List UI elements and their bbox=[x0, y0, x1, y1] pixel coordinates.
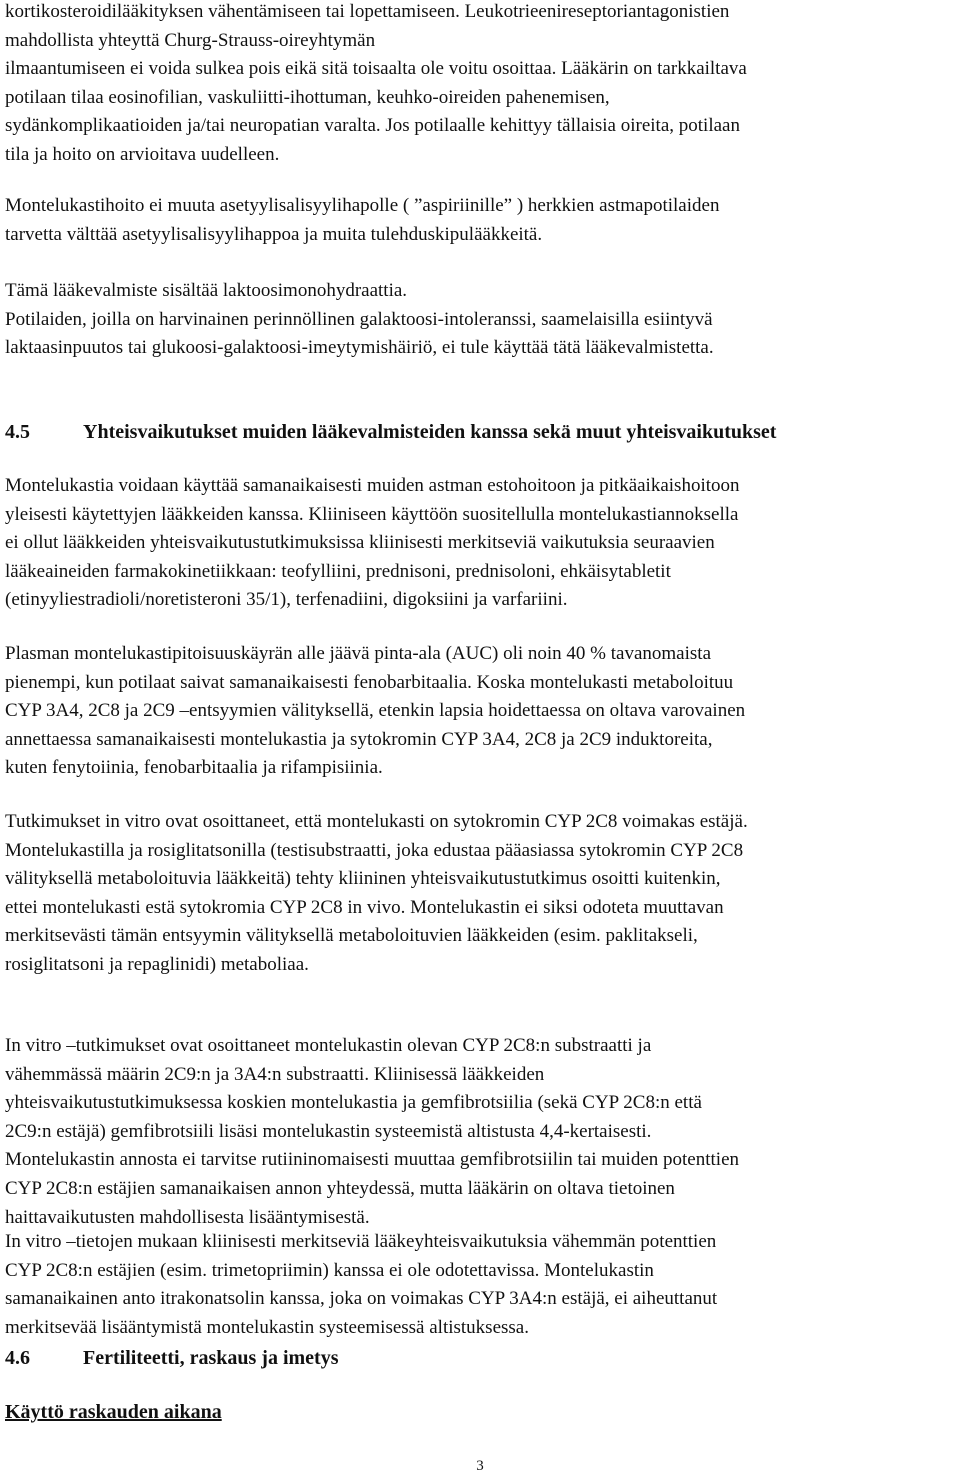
paragraph-aspirin bbox=[5, 192, 955, 249]
page-number: 3 bbox=[476, 1458, 484, 1474]
text-line: potilaan tilaa eosinofilian, vaskuliitti-ihottuman, keuhko-oireiden pahenemisen, bbox=[5, 86, 610, 108]
text-line: ilmaantumiseen ei voida sulkea pois eikä sitä toisaalta ole voitu osoittaa. Lääkärin on tarkkailtava bbox=[5, 58, 747, 80]
text-line: CYP 2C8:n estäjien (esim. trimetopriimin) kanssa ei ole odotettavissa. Montelukastin bbox=[5, 1259, 654, 1281]
text-line: 2C9:n estäjä) gemfibrotsiili lisäsi montelukastin systeemistä altistusta 4,4-kertaisesti. bbox=[5, 1120, 652, 1142]
section-title: Yhteisvaikutukset muiden lääkevalmisteiden kanssa sekä muut yhteisvaikutukset bbox=[83, 421, 777, 443]
text-line: CYP 2C8:n estäjien samanaikaisen annon yhteydessä, mutta lääkärin on oltava tietoinen bbox=[5, 1177, 675, 1199]
paragraph-concomitant-use bbox=[5, 472, 955, 615]
text-line: yleisesti käytettyjen lääkkeiden kanssa. Kliiniseen käyttöön suositellulla montelukastiannoksella bbox=[5, 503, 739, 525]
text-line: tila ja hoito on arvioitava uudelleen. bbox=[5, 143, 280, 165]
paragraph-itraconazole bbox=[5, 1228, 955, 1342]
paragraph-churg-strauss bbox=[5, 0, 955, 170]
text-line: samanaikainen anto itrakonatsolin kanssa, joka on voimakas CYP 3A4:n estäjä, ei aiheuttanut bbox=[5, 1288, 718, 1310]
paragraph-auc bbox=[5, 640, 955, 783]
section-number: 4.6 bbox=[5, 1347, 30, 1369]
subheading-pregnancy: Käyttö raskauden aikana bbox=[5, 1401, 222, 1423]
text-line: Montelukastihoito ei muuta asetyylisalisyylihapolle ( ”aspiriinille” ) herkkien astmapotilaiden bbox=[5, 195, 720, 216]
text-line: yhteisvaikutustutkimuksessa koskien montelukastia ja gemfibrotsiilia (sekä CYP 2C8:n että bbox=[5, 1092, 702, 1114]
text-line: Potilaiden, joilla on harvinainen perinnöllinen galaktoosi-intoleranssi, saamelaisilla esiintyvä bbox=[5, 308, 713, 330]
text-line: Montelukastin annosta ei tarvitse rutiininomaisesti muuttaa gemfibrotsiilin tai muiden potenttien bbox=[5, 1149, 740, 1171]
section-number: 4.5 bbox=[5, 421, 30, 443]
text-line: (etinyyliestradioli/noretisteroni 35/1), terfenadiini, digoksiini ja varfariini. bbox=[5, 589, 568, 611]
text-line: mahdollista yhteyttä Churg-Strauss-oireyhtymän bbox=[5, 29, 376, 51]
text-line: pienempi, kun potilaat saivat samanaikaisesti fenobarbitaalia. Koska montelukasti metaboloituu bbox=[5, 671, 734, 693]
text-line: kortikosteroidilääkityksen vähentämiseen tai lopettamiseen. Leukotrieenireseptoriantagonistien bbox=[5, 1, 730, 22]
text-line: Plasman montelukastipitoisuuskäyrän alle jäävä pinta-ala (AUC) oli noin 40 % tavanomaista bbox=[5, 643, 711, 664]
text-line: In vitro –tietojen mukaan kliinisesti merkitseviä lääkeyhteisvaikutuksia vähemmän potenttien bbox=[5, 1231, 717, 1252]
text-line: annettaessa samanaikaisesti montelukastia ja sytokromin CYP 3A4, 2C8 ja 2C9 induktoreita, bbox=[5, 728, 713, 750]
section-heading-4-6 bbox=[5, 1344, 338, 1372]
text-line: merkitsevää lisääntymistä montelukastin systeemisessä altistuksessa. bbox=[5, 1316, 529, 1338]
text-line: vähemmässä määrin 2C9:n ja 3A4:n substraatti. Kliinisessä lääkkeiden bbox=[5, 1063, 545, 1085]
text-line: Montelukastia voidaan käyttää samanaikaisesti muiden astman estohoitoon ja pitkäaikaishoitoon bbox=[5, 475, 740, 496]
text-line: laktaasinpuutos tai glukoosi-galaktoosi-imeytymishäiriö, ei tule käyttää tätä lääkevalmistetta. bbox=[5, 337, 714, 359]
text-line: haittavaikutusten mahdollisesta lisääntymisestä. bbox=[5, 1206, 370, 1228]
text-line: ettei montelukasti estä sytokromia CYP 2C8 in vivo. Montelukastin ei siksi odoteta muuttavan bbox=[5, 896, 724, 918]
text-line: kuten fenytoiinia, fenobarbitaalia ja rifampisiinia. bbox=[5, 757, 383, 779]
text-line: rosiglitatsoni ja repaglinidi) metaboliaa. bbox=[5, 953, 309, 975]
text-line: välityksellä metaboloituvia lääkkeitä) tehty kliininen yhteisvaikutustutkimus osoitti kuitenkin, bbox=[5, 868, 721, 890]
paragraph-gemfibrozil bbox=[5, 1032, 955, 1232]
text-line: In vitro –tutkimukset ovat osoittaneet montelukastin olevan CYP 2C8:n substraatti ja bbox=[5, 1035, 652, 1056]
text-line: CYP 3A4, 2C8 ja 2C9 –entsyymien välityksellä, etenkin lapsia hoidettaessa on oltava varovainen bbox=[5, 700, 746, 722]
text-line: merkitsevästi tämän entsyymin välityksellä metaboloituvien lääkkeiden (esim. paklitakseli, bbox=[5, 925, 698, 947]
text-line: sydänkomplikaatioiden ja/tai neuropatian varalta. Jos potilaalle kehittyy tällaisia oireita, potilaan bbox=[5, 115, 740, 137]
section-heading-4-5 bbox=[5, 418, 776, 446]
text-line: tarvetta välttää asetyylisalisyylihappoa ja muita tulehduskipulääkkeitä. bbox=[5, 223, 543, 245]
text-line: Tämä lääkevalmiste sisältää laktoosimonohydraattia. bbox=[5, 280, 408, 301]
text-line: ei ollut lääkkeiden yhteisvaikutustutkimuksissa kliinisesti merkitseviä vaikutuksia seuraavien bbox=[5, 532, 715, 554]
text-line: Montelukastilla ja rosiglitatsonilla (testisubstraatti, joka edustaa pääasiassa sytokromin CYP 2C8 bbox=[5, 839, 744, 861]
text-line: Tutkimukset in vitro ovat osoittaneet, että montelukasti on sytokromin CYP 2C8 voimakas estäjä. bbox=[5, 811, 748, 832]
paragraph-cyp2c8-in-vitro bbox=[5, 808, 955, 980]
section-title: Fertiliteetti, raskaus ja imetys bbox=[83, 1347, 339, 1369]
paragraph-lactose bbox=[5, 277, 955, 363]
text-line: lääkeaineiden farmakokinetiikkaan: teofylliini, prednisoni, prednisoloni, ehkäisytabletit bbox=[5, 560, 671, 582]
